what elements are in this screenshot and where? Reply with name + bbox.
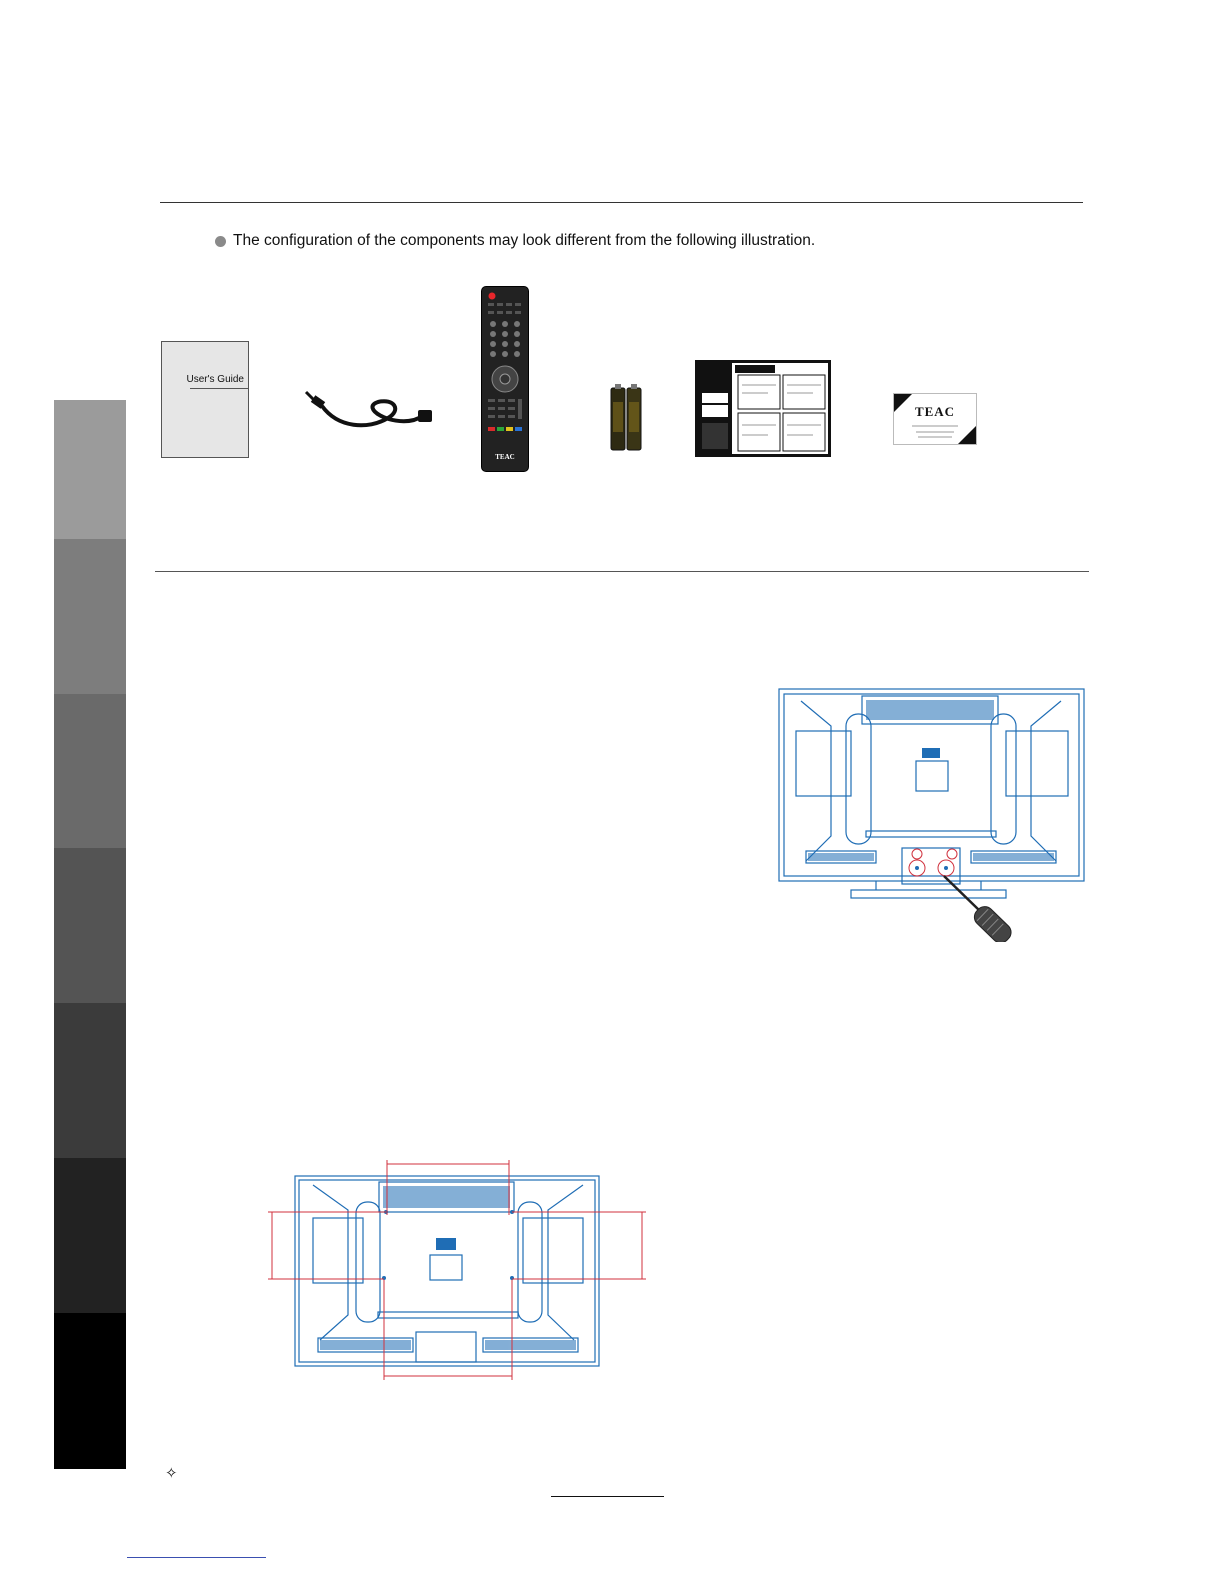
quick-start-guide-illustration (695, 360, 831, 457)
card-brand-label: TEAC (914, 404, 956, 419)
quick-start-guide-layout-icon (698, 363, 828, 454)
tv-rear-stand-removal-diagram (776, 686, 1088, 942)
remote-buttons-icon (482, 287, 528, 471)
bullet-icon (215, 236, 226, 247)
tv-rear-wall-mount-diagram (268, 1160, 650, 1380)
middle-rule (155, 571, 1089, 572)
remote-control-illustration (481, 286, 529, 472)
side-tab-2 (54, 539, 126, 694)
footer-star-icon: ✧ (165, 1465, 178, 1482)
side-tab-5 (54, 1003, 126, 1158)
footer-rule (551, 1496, 664, 1497)
power-cord-icon (298, 384, 438, 434)
side-tab-6 (54, 1158, 126, 1313)
side-tab-3 (54, 694, 126, 848)
remote-brand-label: TEAC (495, 453, 515, 461)
batteries-icon (609, 384, 643, 452)
users-guide-underline (190, 388, 248, 389)
side-tab-7 (54, 1313, 126, 1469)
top-rule (160, 202, 1083, 203)
side-tab-1 (54, 400, 126, 539)
users-guide-illustration (161, 341, 249, 458)
users-guide-label: User's Guide (186, 374, 244, 385)
support-card-illustration (893, 393, 977, 445)
configuration-note: The configuration of the components may look different from the following illustration. (233, 232, 816, 249)
footer-link-underline (127, 1557, 266, 1558)
side-tab-4 (54, 848, 126, 1003)
